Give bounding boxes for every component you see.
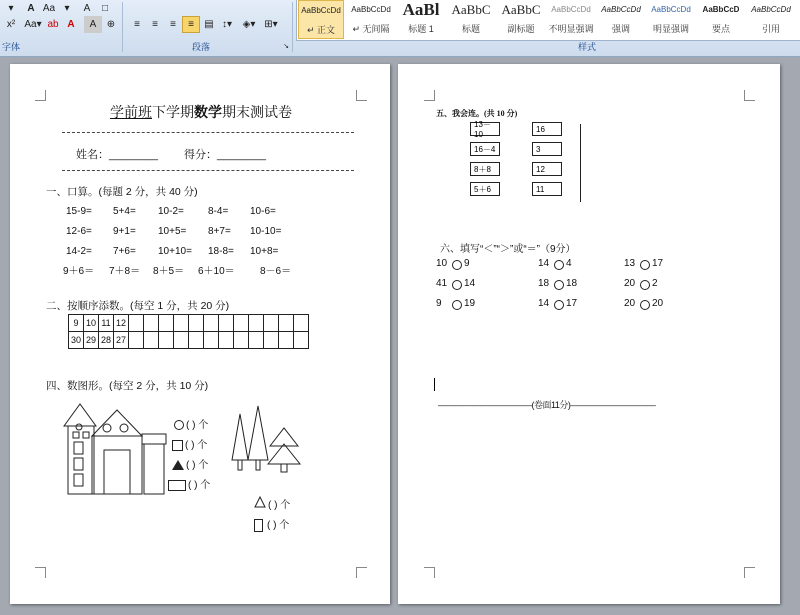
- sequence-cell: [279, 315, 294, 332]
- arith-item: 6＋10＝: [198, 266, 235, 277]
- crop-mark: [424, 90, 435, 101]
- font-group-label: 字体: [2, 42, 21, 52]
- sequence-cell: [279, 332, 294, 349]
- blank-circle-icon: [554, 280, 564, 290]
- vertical-rule: [580, 124, 581, 202]
- styles-gallery: [296, 0, 800, 41]
- compare-right: 17: [652, 258, 664, 269]
- section-6-title: 六、填写“＜”“＞”或“＝”（9分）: [440, 244, 576, 255]
- blank-circle-icon: [554, 300, 564, 310]
- sequence-cell: [264, 332, 279, 349]
- triangle-icon: [172, 460, 184, 470]
- value-box: 3: [532, 142, 562, 156]
- compare-left: 14: [538, 298, 550, 309]
- sequence-cell: [249, 332, 264, 349]
- compare-left: 20: [624, 278, 636, 289]
- sequence-cell: [159, 315, 174, 332]
- sequence-cell: [189, 315, 204, 332]
- sequence-cell: [294, 332, 309, 349]
- bar-icon: [254, 519, 263, 532]
- crop-mark: [356, 90, 367, 101]
- blank-circle-icon: [640, 280, 650, 290]
- rectangle-icon: [168, 480, 186, 491]
- sequence-cell: [234, 332, 249, 349]
- style-title[interactable]: AaBbC 标题: [451, 2, 491, 34]
- arith-item: 10+10=: [158, 246, 192, 257]
- compare-right: 18: [566, 278, 578, 289]
- sequence-cell: 12: [114, 315, 129, 332]
- arith-item: 8＋5＝: [153, 266, 185, 277]
- style-heading-1[interactable]: AaBl 标题 1: [402, 0, 440, 34]
- house-figure: [62, 400, 180, 500]
- sequence-cell: [249, 315, 264, 332]
- style-subtle-emphasis[interactable]: AaBbCcDd 不明显强调: [548, 5, 594, 34]
- compare-left: 18: [538, 278, 550, 289]
- arith-item: 9＋6＝: [63, 266, 95, 277]
- compare-right: 4: [566, 258, 572, 269]
- document-page-1: [10, 64, 390, 604]
- page-title: 学前班下学期数学期末测试卷: [110, 104, 292, 120]
- separator-line: [62, 170, 354, 171]
- arith-item: 5+4=: [113, 206, 136, 217]
- count-triangle-2: ( ) 个: [254, 496, 290, 511]
- sequence-cell: [294, 315, 309, 332]
- value-box: 11: [532, 182, 562, 196]
- document-page-2: [398, 64, 780, 604]
- compare-right: 14: [464, 278, 476, 289]
- blank-circle-icon: [640, 260, 650, 270]
- crop-mark: [744, 567, 755, 578]
- style-subtitle[interactable]: AaBbC 副标题: [501, 2, 541, 34]
- compare-left: 9: [436, 298, 442, 309]
- font-size-input[interactable]: ▾: [8, 3, 14, 14]
- count-circle: ( ) 个: [172, 416, 208, 431]
- triangle-outline-shape: [254, 496, 266, 508]
- font-size-change-button[interactable]: Aa▾: [24, 19, 42, 30]
- expr-box: 5＋6: [470, 182, 500, 196]
- value-box: 12: [532, 162, 562, 176]
- compare-left: 14: [538, 258, 550, 269]
- sequence-cell: [189, 332, 204, 349]
- name-field: 姓名：________: [76, 149, 158, 161]
- sequence-cell: 10: [84, 315, 99, 332]
- font-color-button[interactable]: A: [67, 19, 75, 30]
- style-strong[interactable]: AaBbCcD 要点: [702, 5, 740, 34]
- compare-right: 9: [464, 258, 470, 269]
- score-field: 得分：________: [184, 149, 266, 161]
- sequence-cell: [219, 332, 234, 349]
- sequence-cell: [144, 315, 159, 332]
- expr-box: 8＋8: [470, 162, 500, 176]
- styles-group-label: 样式: [578, 42, 597, 52]
- line-spacing-button[interactable]: ↕▾: [221, 19, 233, 30]
- sequence-cell: [144, 332, 159, 349]
- superscript-button[interactable]: x²: [6, 19, 16, 30]
- sequence-cell: [174, 332, 189, 349]
- section-5-title: 五、我会连。(共 10 分): [436, 109, 518, 118]
- arith-item: 10-2=: [158, 206, 184, 217]
- blank-circle-icon: [452, 280, 462, 290]
- char-border-button[interactable]: □: [101, 3, 109, 14]
- blank-circle-icon: [640, 300, 650, 310]
- arith-item: 14-2=: [66, 246, 92, 257]
- compare-right: 2: [652, 278, 658, 289]
- style-no-spacing[interactable]: AaBbCcDd ↵ 无间隔: [351, 5, 391, 34]
- sequence-cell: [159, 332, 174, 349]
- blank-circle-icon: [452, 260, 462, 270]
- count-triangle: ( ) 个: [172, 456, 208, 471]
- arith-item: 10-6=: [250, 206, 276, 217]
- compare-left: 10: [436, 258, 448, 269]
- phonetic-guide-button[interactable]: A: [83, 3, 91, 14]
- sequence-cell: 9: [69, 315, 84, 332]
- crop-mark: [356, 567, 367, 578]
- sequence-cell: [234, 315, 249, 332]
- sequence-cell: 29: [84, 332, 99, 349]
- sequence-cell: [204, 332, 219, 349]
- section-4-title: 四、数图形。(每空 2 分，共 10 分): [46, 380, 209, 392]
- crop-mark: [35, 567, 46, 578]
- divider: [122, 2, 123, 52]
- distributed-button[interactable]: ▤: [204, 19, 214, 30]
- crop-mark: [744, 90, 755, 101]
- sequence-cell: 28: [99, 332, 114, 349]
- arith-item: 12-6=: [66, 226, 92, 237]
- align-right-button[interactable]: ≡: [170, 19, 176, 30]
- arith-item: 9+1=: [113, 226, 136, 237]
- style-intense-emphasis[interactable]: AaBbCcDd 明显强调: [651, 5, 691, 34]
- compare-right: 20: [652, 298, 664, 309]
- count-square: ( ) 个: [172, 436, 207, 451]
- blank-circle-icon: [452, 300, 462, 310]
- align-center-button[interactable]: ≡: [152, 19, 158, 30]
- style-normal[interactable]: AaBbCcDd ↵ 正文: [298, 0, 344, 39]
- arith-item: 18-8=: [208, 246, 234, 257]
- section-2-title: 二、按顺序添数。(每空 1 分，共 20 分): [46, 300, 230, 312]
- font-name-dropdown[interactable]: A: [27, 3, 35, 14]
- arith-item: 7+6=: [113, 246, 136, 257]
- char-shading-button[interactable]: A: [84, 16, 102, 33]
- style-emphasis[interactable]: AaBbCcDd 强调: [601, 5, 641, 34]
- compare-left: 41: [436, 278, 448, 289]
- blank-circle-icon: [554, 260, 564, 270]
- separator-line: [62, 132, 354, 133]
- expr-box: 13－10: [470, 122, 500, 136]
- sequence-grid: [68, 314, 309, 349]
- divider: [292, 2, 293, 52]
- square-icon: [172, 440, 183, 451]
- arith-item: 10+8=: [250, 246, 279, 257]
- sequence-cell: [264, 315, 279, 332]
- arith-item: 10+5=: [158, 226, 187, 237]
- sequence-cell: 11: [99, 315, 114, 332]
- ribbon: [0, 0, 800, 57]
- count-rectangle: ( ) 个: [168, 476, 210, 491]
- circle-icon: [174, 420, 184, 430]
- value-box: 16: [532, 122, 562, 136]
- expr-box: 16－4: [470, 142, 500, 156]
- arith-item: 7＋8＝: [109, 266, 141, 277]
- compare-left: 13: [624, 258, 636, 269]
- clear-format-button[interactable]: ▾: [64, 3, 70, 14]
- sequence-cell: [129, 332, 144, 349]
- dialog-launcher-icon[interactable]: ↘: [283, 43, 289, 50]
- text-cursor: [434, 378, 435, 391]
- sequence-cell: [129, 315, 144, 332]
- highlight-color-button[interactable]: ab: [47, 19, 59, 30]
- sequence-cell: 30: [69, 332, 84, 349]
- change-case-button[interactable]: Aa: [42, 3, 56, 14]
- align-left-button[interactable]: ≡: [134, 19, 140, 30]
- arith-item: 8－6＝: [260, 266, 292, 277]
- compare-right: 19: [464, 298, 476, 309]
- tree-figure: [230, 404, 302, 474]
- arith-item: 8+7=: [208, 226, 231, 237]
- compare-right: 17: [566, 298, 578, 309]
- compare-left: 20: [624, 298, 636, 309]
- borders-button[interactable]: ⊞▾: [264, 19, 278, 30]
- crop-mark: [35, 90, 46, 101]
- arith-item: 10-10=: [250, 226, 282, 237]
- justify-button[interactable]: ≡: [182, 16, 200, 33]
- style-quote[interactable]: AaBbCcDd 引用: [751, 5, 791, 34]
- section-1-title: 一、口算。(每题 2 分，共 40 分): [46, 186, 198, 198]
- arith-item: 15-9=: [66, 206, 92, 217]
- crop-mark: [424, 567, 435, 578]
- sequence-cell: [174, 315, 189, 332]
- sequence-cell: [204, 315, 219, 332]
- sequence-cell: [219, 315, 234, 332]
- paragraph-group-label: 段落: [192, 42, 211, 52]
- page-footer: ———————————(卷面11分)——————————: [438, 400, 656, 410]
- sequence-cell: 27: [114, 332, 129, 349]
- count-bar: ( ) 个: [254, 516, 289, 532]
- enclose-char-button[interactable]: ⊕: [106, 19, 116, 30]
- shading-button[interactable]: ◈▾: [242, 19, 256, 30]
- arith-item: 8-4=: [208, 206, 229, 217]
